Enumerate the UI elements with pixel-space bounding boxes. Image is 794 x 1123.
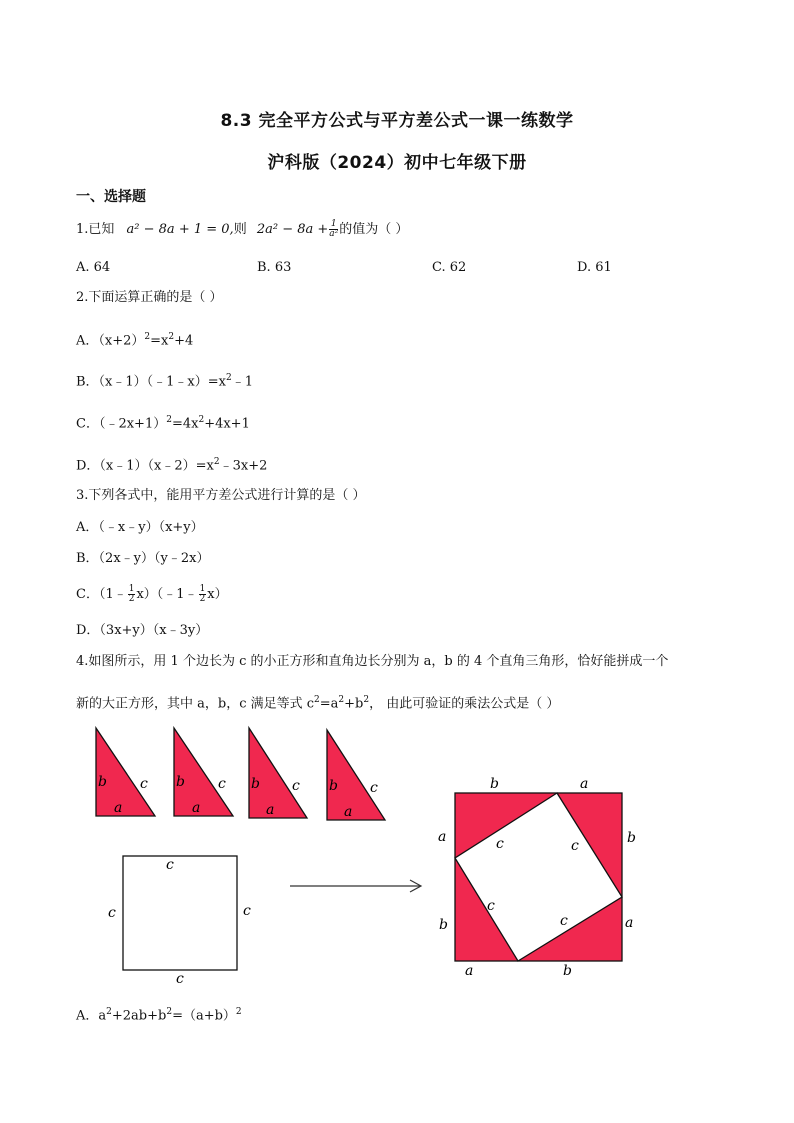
q1-expression: 2a² − 8a + xyxy=(256,222,329,237)
triangle-3 xyxy=(249,728,307,818)
svg-text:b: b xyxy=(563,963,572,979)
svg-text:c: c xyxy=(218,776,226,792)
svg-text:a: a xyxy=(625,915,634,931)
triangle-1 xyxy=(96,728,155,816)
svg-text:a: a xyxy=(266,802,275,818)
q3-option-b[interactable]: B．（2x﹣y）（y﹣2x） xyxy=(76,551,210,566)
q1-option-c[interactable]: C. 62 xyxy=(432,260,467,275)
q2-option-b[interactable]: B．$(x﹣1)(﹣1﹣x)=x^2﹣1$ xyxy=(76,373,253,390)
svg-text:c: c xyxy=(243,903,251,919)
svg-text:b: b xyxy=(490,776,499,792)
question-1-stem xyxy=(76,220,408,239)
svg-text:a: a xyxy=(114,800,123,816)
q3-option-c[interactable]: C．（1﹣ $\frac{1}{2}$ x）（﹣1﹣ $\frac{1}{2}$ x） xyxy=(76,584,228,604)
page-subtitle: 沪科版（2024）初中七年级下册 xyxy=(267,153,527,173)
q1-condition: a² − 8a + 1 = 0, xyxy=(126,222,234,237)
section-heading: 一、选择题 xyxy=(76,189,146,205)
arrow-icon xyxy=(290,880,421,892)
pythagoras-figure xyxy=(0,720,794,990)
svg-text:b: b xyxy=(176,774,185,790)
svg-text:a: a xyxy=(465,963,474,979)
page-title: 8.3 完全平方公式与平方差公式一课一练数学 xyxy=(220,111,574,131)
svg-text:c: c xyxy=(571,838,579,854)
svg-text:c: c xyxy=(292,778,300,794)
q4-option-a[interactable]: A．$a^2+2ab+b^2=(a+b)^2$ xyxy=(76,1007,242,1024)
svg-text:b: b xyxy=(627,830,636,846)
q3-option-d[interactable]: D．（3x+y）（x﹣3y） xyxy=(76,623,209,638)
q3-option-a[interactable]: A．（﹣x﹣y）（x+y） xyxy=(76,520,204,535)
q1-option-b[interactable]: B. 63 xyxy=(257,260,292,275)
svg-text:a: a xyxy=(438,829,447,845)
half-fraction: $\frac{1}{2}$ xyxy=(128,584,135,604)
svg-text:a: a xyxy=(192,800,201,816)
q1-lead: 1.已知 xyxy=(76,222,115,237)
svg-text:b: b xyxy=(251,776,260,792)
big-square xyxy=(438,776,636,979)
q1-option-d[interactable]: D. 61 xyxy=(577,260,612,275)
svg-text:c: c xyxy=(140,776,148,792)
triangle-4 xyxy=(327,730,385,820)
q1-then: 则 xyxy=(233,222,247,237)
svg-text:c: c xyxy=(560,913,568,929)
q1-fraction: $\frac{1}{\text{a²}}$ xyxy=(329,219,339,239)
question-4-stem-line2: 新的大正方形，其中 a，b，c 满足等式 $c^2=a^2+b^2$， 由此可验证的乘法公式是（ ） xyxy=(76,695,560,712)
q2-option-d[interactable]: D．$(x﹣1)(x﹣2)=x^2﹣3x+2$ xyxy=(76,457,268,474)
svg-text:a: a xyxy=(344,804,353,820)
half-fraction: $\frac{1}{2}$ xyxy=(199,584,206,604)
triangle-2 xyxy=(174,728,233,816)
svg-text:c: c xyxy=(108,905,116,921)
svg-text:c: c xyxy=(496,836,504,852)
question-3-stem: 3.下列各式中，能用平方差公式进行计算的是（ ） xyxy=(76,488,366,503)
svg-text:c: c xyxy=(370,780,378,796)
svg-text:c: c xyxy=(166,857,174,873)
svg-text:b: b xyxy=(329,778,338,794)
svg-text:b: b xyxy=(98,774,107,790)
question-4-stem-line1: 4.如图所示，用 1 个边长为 c 的小正方形和直角边长分别为 a，b 的 4 个直角三角形，恰好能拼成一个 xyxy=(76,654,669,669)
question-2-stem: 2.下面运算正确的是（ ） xyxy=(76,290,223,305)
svg-text:b: b xyxy=(439,917,448,933)
q1-option-a[interactable]: A. 64 xyxy=(76,260,111,275)
q1-tail: 的值为（ ） xyxy=(339,222,409,237)
q2-option-c[interactable]: C．$(﹣2x+1)^2=4x^2+4x+1$ xyxy=(76,415,250,432)
svg-text:a: a xyxy=(580,776,589,792)
q2-option-a[interactable]: A．$(x+2)^2=x^2+4$ xyxy=(76,332,194,349)
small-square xyxy=(108,856,251,987)
svg-text:c: c xyxy=(176,971,184,987)
svg-text:c: c xyxy=(487,898,495,914)
